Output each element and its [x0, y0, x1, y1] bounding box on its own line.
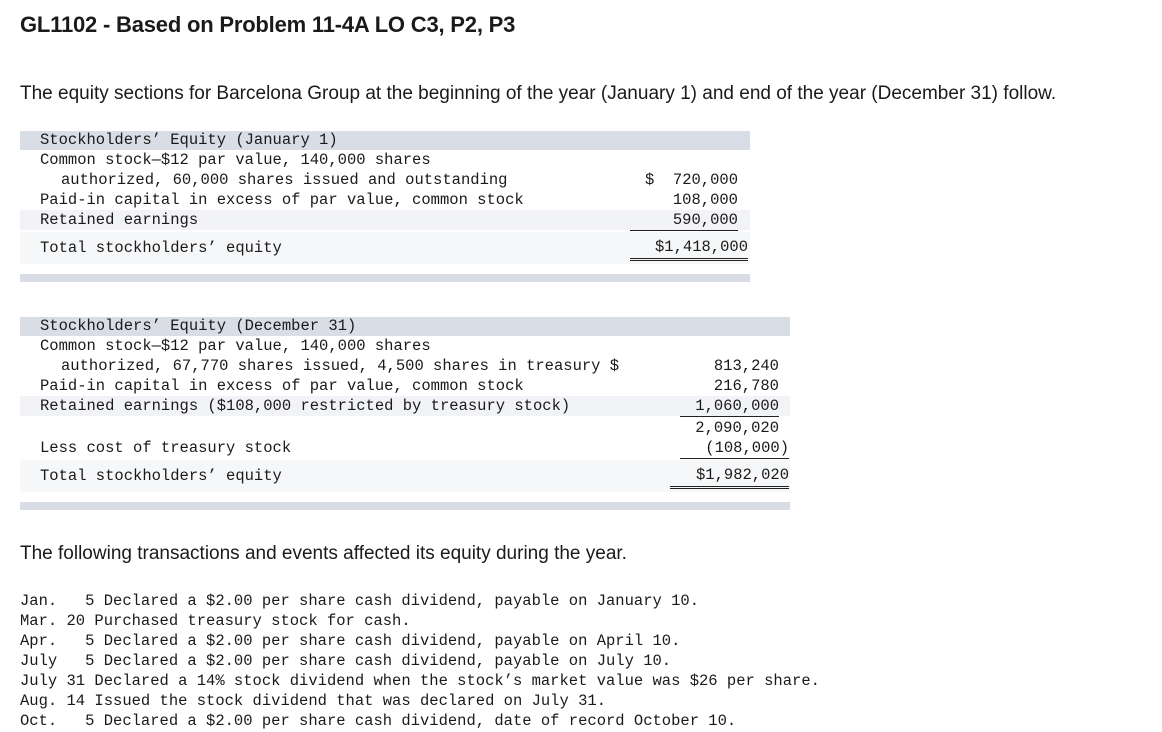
intro-text: The equity sections for Barcelona Group at the beginning of the year (January 1) and end of the year (December 31) follow.	[20, 83, 1057, 104]
jan-total-label: Total stockholders’ equity	[40, 239, 282, 257]
transaction-row: Jan. 5 Declared a $2.00 per share cash dividend, payable on January 10.	[20, 592, 700, 610]
jan-line4: Retained earnings	[40, 211, 199, 229]
dec-line4-amount: 1,060,000	[680, 396, 779, 417]
transactions-list	[20, 591, 820, 731]
jan-total-amount: $1,418,000	[630, 236, 748, 261]
jan-footer-band	[20, 274, 750, 282]
transaction-row: Aug. 14 Issued the stock dividend that was declared on July 31.	[20, 692, 606, 710]
page-title: GL1102 - Based on Problem 11-4A LO C3, P2, P3	[20, 12, 516, 37]
dec-less-label: Less cost of treasury stock	[40, 439, 292, 457]
dec-line1: Common stock—$12 par value, 140,000 shares	[40, 337, 431, 355]
transaction-row: Mar. 20 Purchased treasury stock for cash.	[20, 612, 411, 630]
dec-subtotal-amount: 2,090,020	[695, 419, 779, 437]
dec-footer-band	[20, 502, 790, 510]
transactions-intro: The following transactions and events affected its equity during the year.	[20, 543, 627, 564]
dec-line2-amount: 813,240	[713, 357, 779, 375]
dec-line2: authorized, 67,770 shares issued, 4,500 shares in treasury $	[61, 357, 620, 375]
dec-total-label: Total stockholders’ equity	[40, 467, 282, 485]
jan-line3: Paid-in capital in excess of par value, common stock	[40, 191, 524, 209]
jan-line1: Common stock—$12 par value, 140,000 shares	[40, 151, 431, 169]
dec-total-amount: $1,982,020	[670, 464, 789, 489]
transaction-row: July 5 Declared a $2.00 per share cash dividend, payable on July 10.	[20, 652, 672, 670]
dec-line3-amount: 216,780	[713, 377, 779, 395]
dec-heading: Stockholders’ Equity (December 31)	[40, 317, 357, 335]
jan-line2: authorized, 60,000 shares issued and outstanding	[61, 171, 508, 189]
transaction-row: July 31 Declared a 14% stock dividend when the stock’s market value was $26 per share.	[20, 672, 820, 690]
jan-line3-amount: 108,000	[672, 191, 738, 209]
dec-less-amount: (108,000)	[680, 438, 789, 459]
transaction-row: Apr. 5 Declared a $2.00 per share cash dividend, payable on April 10.	[20, 632, 681, 650]
transaction-row: Oct. 5 Declared a $2.00 per share cash dividend, date of record October 10.	[20, 712, 737, 730]
jan-heading: Stockholders’ Equity (January 1)	[40, 131, 338, 149]
jan-line4-amount: 590,000	[630, 210, 738, 231]
jan-line2-amount: $ 720,000	[644, 171, 738, 189]
dec-line4: Retained earnings ($108,000 restricted by treasury stock)	[40, 397, 571, 415]
dec-line3: Paid-in capital in excess of par value, common stock	[40, 377, 524, 395]
